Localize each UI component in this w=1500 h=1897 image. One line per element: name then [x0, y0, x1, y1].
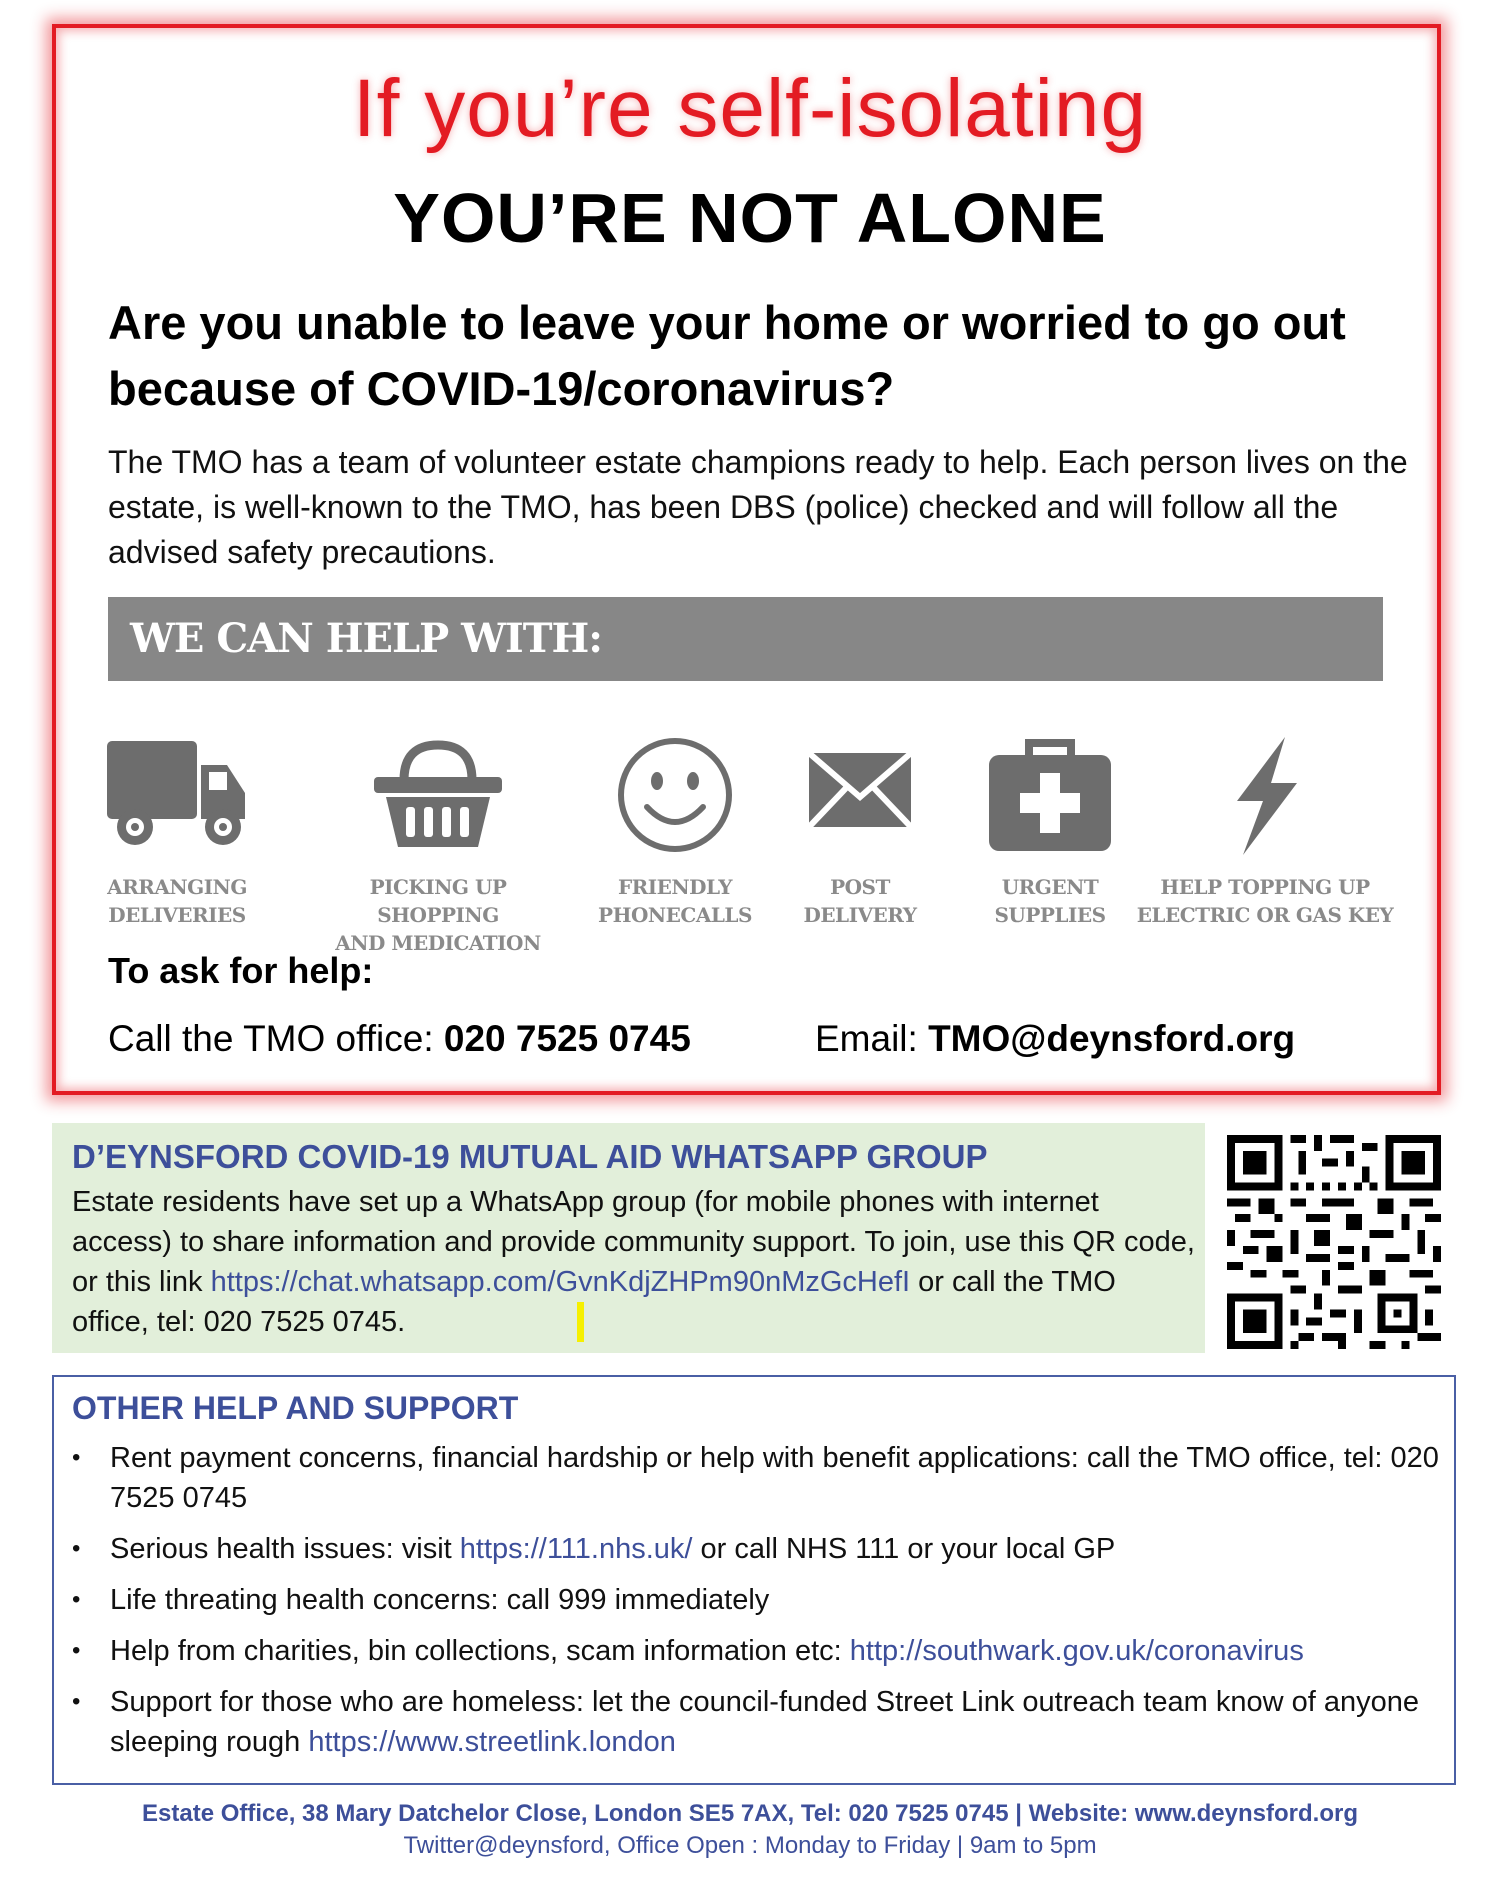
- other-help-title: OTHER HELP AND SUPPORT: [72, 1390, 519, 1426]
- list-item: [72, 1529, 1442, 1569]
- ask-for-help-title: To ask for help:: [108, 950, 374, 991]
- email-label: Email:: [815, 1018, 929, 1059]
- call-line: [108, 1018, 691, 1060]
- service-label-line2: SUPPLIES: [994, 903, 1106, 927]
- list-item: [72, 1631, 1442, 1671]
- service-post: [790, 735, 930, 929]
- lightning-bolt-icon: [1215, 735, 1315, 855]
- service-shopping: [308, 735, 568, 957]
- streetlink-link[interactable]: https://www.streetlink.london: [308, 1726, 676, 1758]
- email-address[interactable]: TMO@deynsford.org: [928, 1018, 1296, 1059]
- service-label-line1: ARRANGING: [107, 875, 247, 899]
- service-label-line2: PHONECALLS: [598, 903, 752, 927]
- bullet-icon: •: [72, 1444, 81, 1471]
- list-item: [72, 1682, 1442, 1762]
- help-banner-label: WE CAN HELP WITH:: [130, 615, 603, 662]
- list-item-text: Life threating health concerns: call 999 immediately: [110, 1584, 770, 1616]
- service-label-line2: DELIVERIES: [108, 903, 246, 927]
- question-heading: Are you unable to leave your home or worried to go out because of COVID-19/coronavirus?: [108, 296, 1346, 415]
- footer-address: Estate Office, 38 Mary Datchelor Close, London SE5 7AX, Tel: 020 7525 0745 | Website: www.deynsford.org: [142, 1800, 1358, 1827]
- service-label-line2: DELIVERY: [803, 903, 917, 927]
- whatsapp-text: [72, 1182, 1197, 1342]
- list-item: [72, 1580, 1442, 1620]
- service-label-line2: ELECTRIC OR GAS KEY: [1136, 903, 1394, 927]
- list-item-text: Serious health issues: visit: [110, 1533, 460, 1565]
- headline: If you’re self-isolating: [352, 63, 1148, 154]
- whatsapp-title: D’EYNSFORD COVID-19 MUTUAL AID WHATSAPP GROUP: [72, 1138, 988, 1175]
- bullet-icon: •: [72, 1688, 81, 1715]
- list-item-text: Support for those who are homeless: let the council-funded Street Link outreach team know of anyone sleeping rough: [110, 1686, 1419, 1758]
- first-aid-kit-icon: [985, 735, 1115, 855]
- shopping-basket-icon: [368, 735, 508, 855]
- footer-hours: Twitter@deynsford, Office Open : Monday to Friday | 9am to 5pm: [403, 1832, 1097, 1859]
- call-label: Call the TMO office:: [108, 1018, 444, 1059]
- service-label-line1: FRIENDLY: [617, 875, 733, 899]
- service-label-line1: PICKING UP SHOPPING: [369, 875, 507, 927]
- phone-number[interactable]: 020 7525 0745: [443, 1018, 691, 1059]
- other-help-list: [72, 1438, 1442, 1773]
- qr-code-icon[interactable]: [1218, 1127, 1450, 1357]
- service-urgent: [975, 735, 1125, 929]
- intro-paragraph: The TMO has a team of volunteer estate champions ready to help. Each person lives on the estate, is well-known to the TMO, has been DBS (police) checked and will follow all the advised safety precautions.: [108, 444, 1408, 570]
- text-cursor-highlight: [577, 1302, 584, 1342]
- email-line: [815, 1018, 1295, 1060]
- service-label-line1: HELP TOPPING UP: [1160, 875, 1370, 899]
- bullet-icon: •: [72, 1535, 81, 1562]
- list-item: [72, 1438, 1442, 1518]
- whatsapp-text-after: or call the TMO office, tel: 020 7525 0745.: [72, 1266, 1116, 1338]
- bullet-icon: •: [72, 1637, 81, 1664]
- help-banner: [108, 597, 1383, 681]
- subheadline: YOU’RE NOT ALONE: [393, 179, 1107, 257]
- service-topping-up: [1135, 735, 1395, 929]
- service-label-line1: URGENT: [1001, 875, 1099, 899]
- service-phonecalls: [595, 735, 755, 929]
- envelope-icon: [805, 735, 915, 855]
- nhs-link[interactable]: https://111.nhs.uk/: [459, 1533, 693, 1565]
- whatsapp-text-before: Estate residents have set up a WhatsApp group (for mobile phones with internet access) to share information and provide community support. To join, use this QR code, or this link: [72, 1186, 1195, 1298]
- list-item-text-after: or call NHS 111 or your local GP: [692, 1533, 1116, 1565]
- southwark-link[interactable]: http://southwark.gov.uk/coronavirus: [849, 1635, 1304, 1667]
- smiley-face-icon: [613, 735, 737, 855]
- service-label-line1: POST: [830, 875, 890, 899]
- service-label-line2: AND MEDICATION: [335, 931, 541, 955]
- list-item-text: Help from charities, bin collections, scam information etc:: [110, 1635, 850, 1667]
- service-deliveries: [92, 735, 262, 929]
- bullet-icon: •: [72, 1586, 81, 1613]
- whatsapp-link[interactable]: https://chat.whatsapp.com/GvnKdjZHPm90nMzGcHefI: [210, 1266, 911, 1298]
- delivery-truck-icon: [97, 735, 257, 855]
- list-item-text: Rent payment concerns, financial hardship or help with benefit applications: call the TMO office, tel: 020 7525 0745: [110, 1442, 1439, 1514]
